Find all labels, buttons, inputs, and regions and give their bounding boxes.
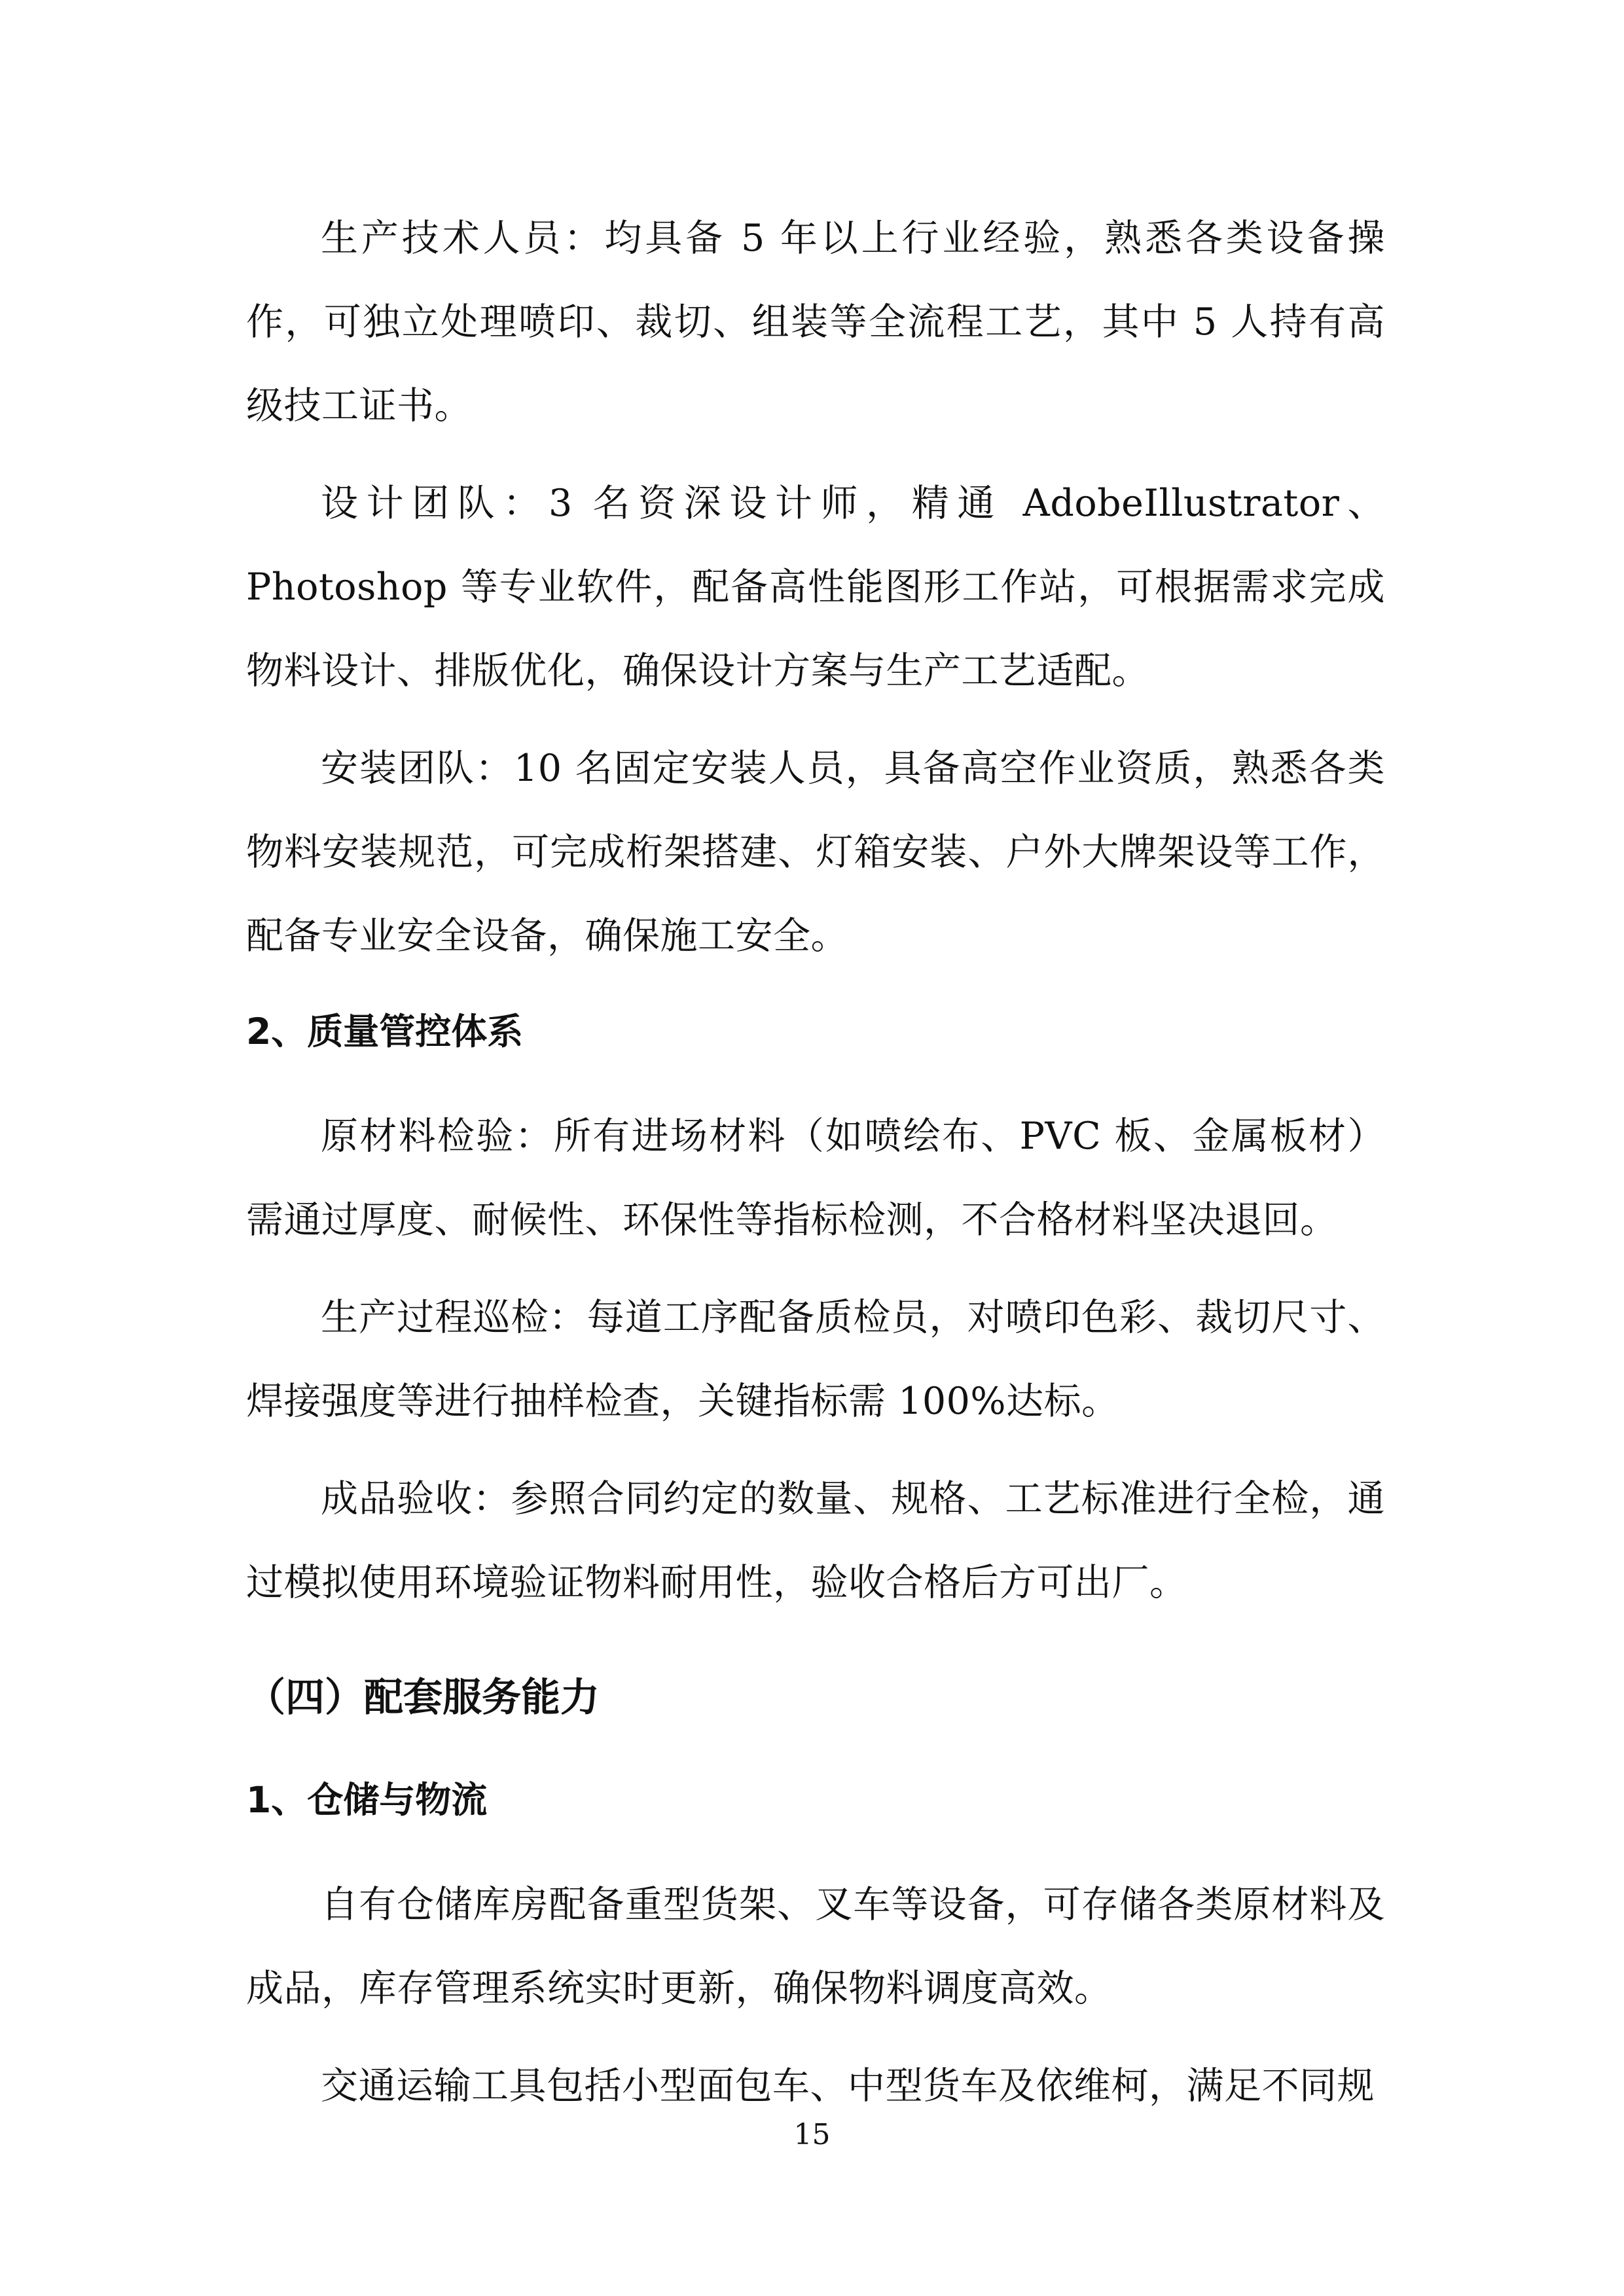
paragraph-raw-material-inspection: 原材料检验：所有进场材料（如喷绘布、PVC 板、金属板材）需通过厚度、耐候性、环保性等指标检测，不合格材料坚决退回。 <box>246 1115 1385 1242</box>
chapter-heading-service: （四）配套服务能力 <box>246 1675 600 1721</box>
paragraph-process-inspection: 生产过程巡检：每道工序配备质检员，对喷印色彩、裁切尺寸、焊接强度等进行抽样检查，关键指标需 100%达标。 <box>246 1296 1385 1423</box>
section-heading-quality: 2、质量管控体系 <box>246 1011 524 1052</box>
paragraph-production-staff: 生产技术人员：均具备 5 年以上行业经验，熟悉各类设备操作，可独立处理喷印、裁切、组装等全流程工艺，其中 5 人持有高级技工证书。 <box>246 217 1385 427</box>
paragraph-transport: 交通运输工具包括小型面包车、中型货车及依维柯，满足不同规 <box>321 2064 1375 2108</box>
paragraph-design-team: 设计团队：3 名资深设计师，精通 AdobeIllustrator、Photoshop 等专业软件，配备高性能图形工作站，可根据需求完成物料设计、排版优化，确保设计方案与生产工艺适配。 <box>246 482 1385 692</box>
document-page <box>246 196 1385 2142</box>
paragraph-warehouse: 自有仓储库房配备重型货架、叉车等设备，可存储各类原材料及成品，库存管理系统实时更新，确保物料调度高效。 <box>246 1883 1385 2010</box>
paragraph-install-team: 安装团队：10 名固定安装人员，具备高空作业资质，熟悉各类物料安装规范，可完成桁架搭建、灯箱安装、户外大牌架设等工作，配备专业安全设备，确保施工安全。 <box>246 747 1385 958</box>
paragraph-final-acceptance: 成品验收：参照合同约定的数量、规格、工艺标准进行全检，通过模拟使用环境验证物料耐用性，验收合格后方可出厂。 <box>246 1477 1385 1604</box>
section-heading-logistics: 1、仓储与物流 <box>246 1779 488 1821</box>
page-number: 15 <box>793 2118 831 2151</box>
